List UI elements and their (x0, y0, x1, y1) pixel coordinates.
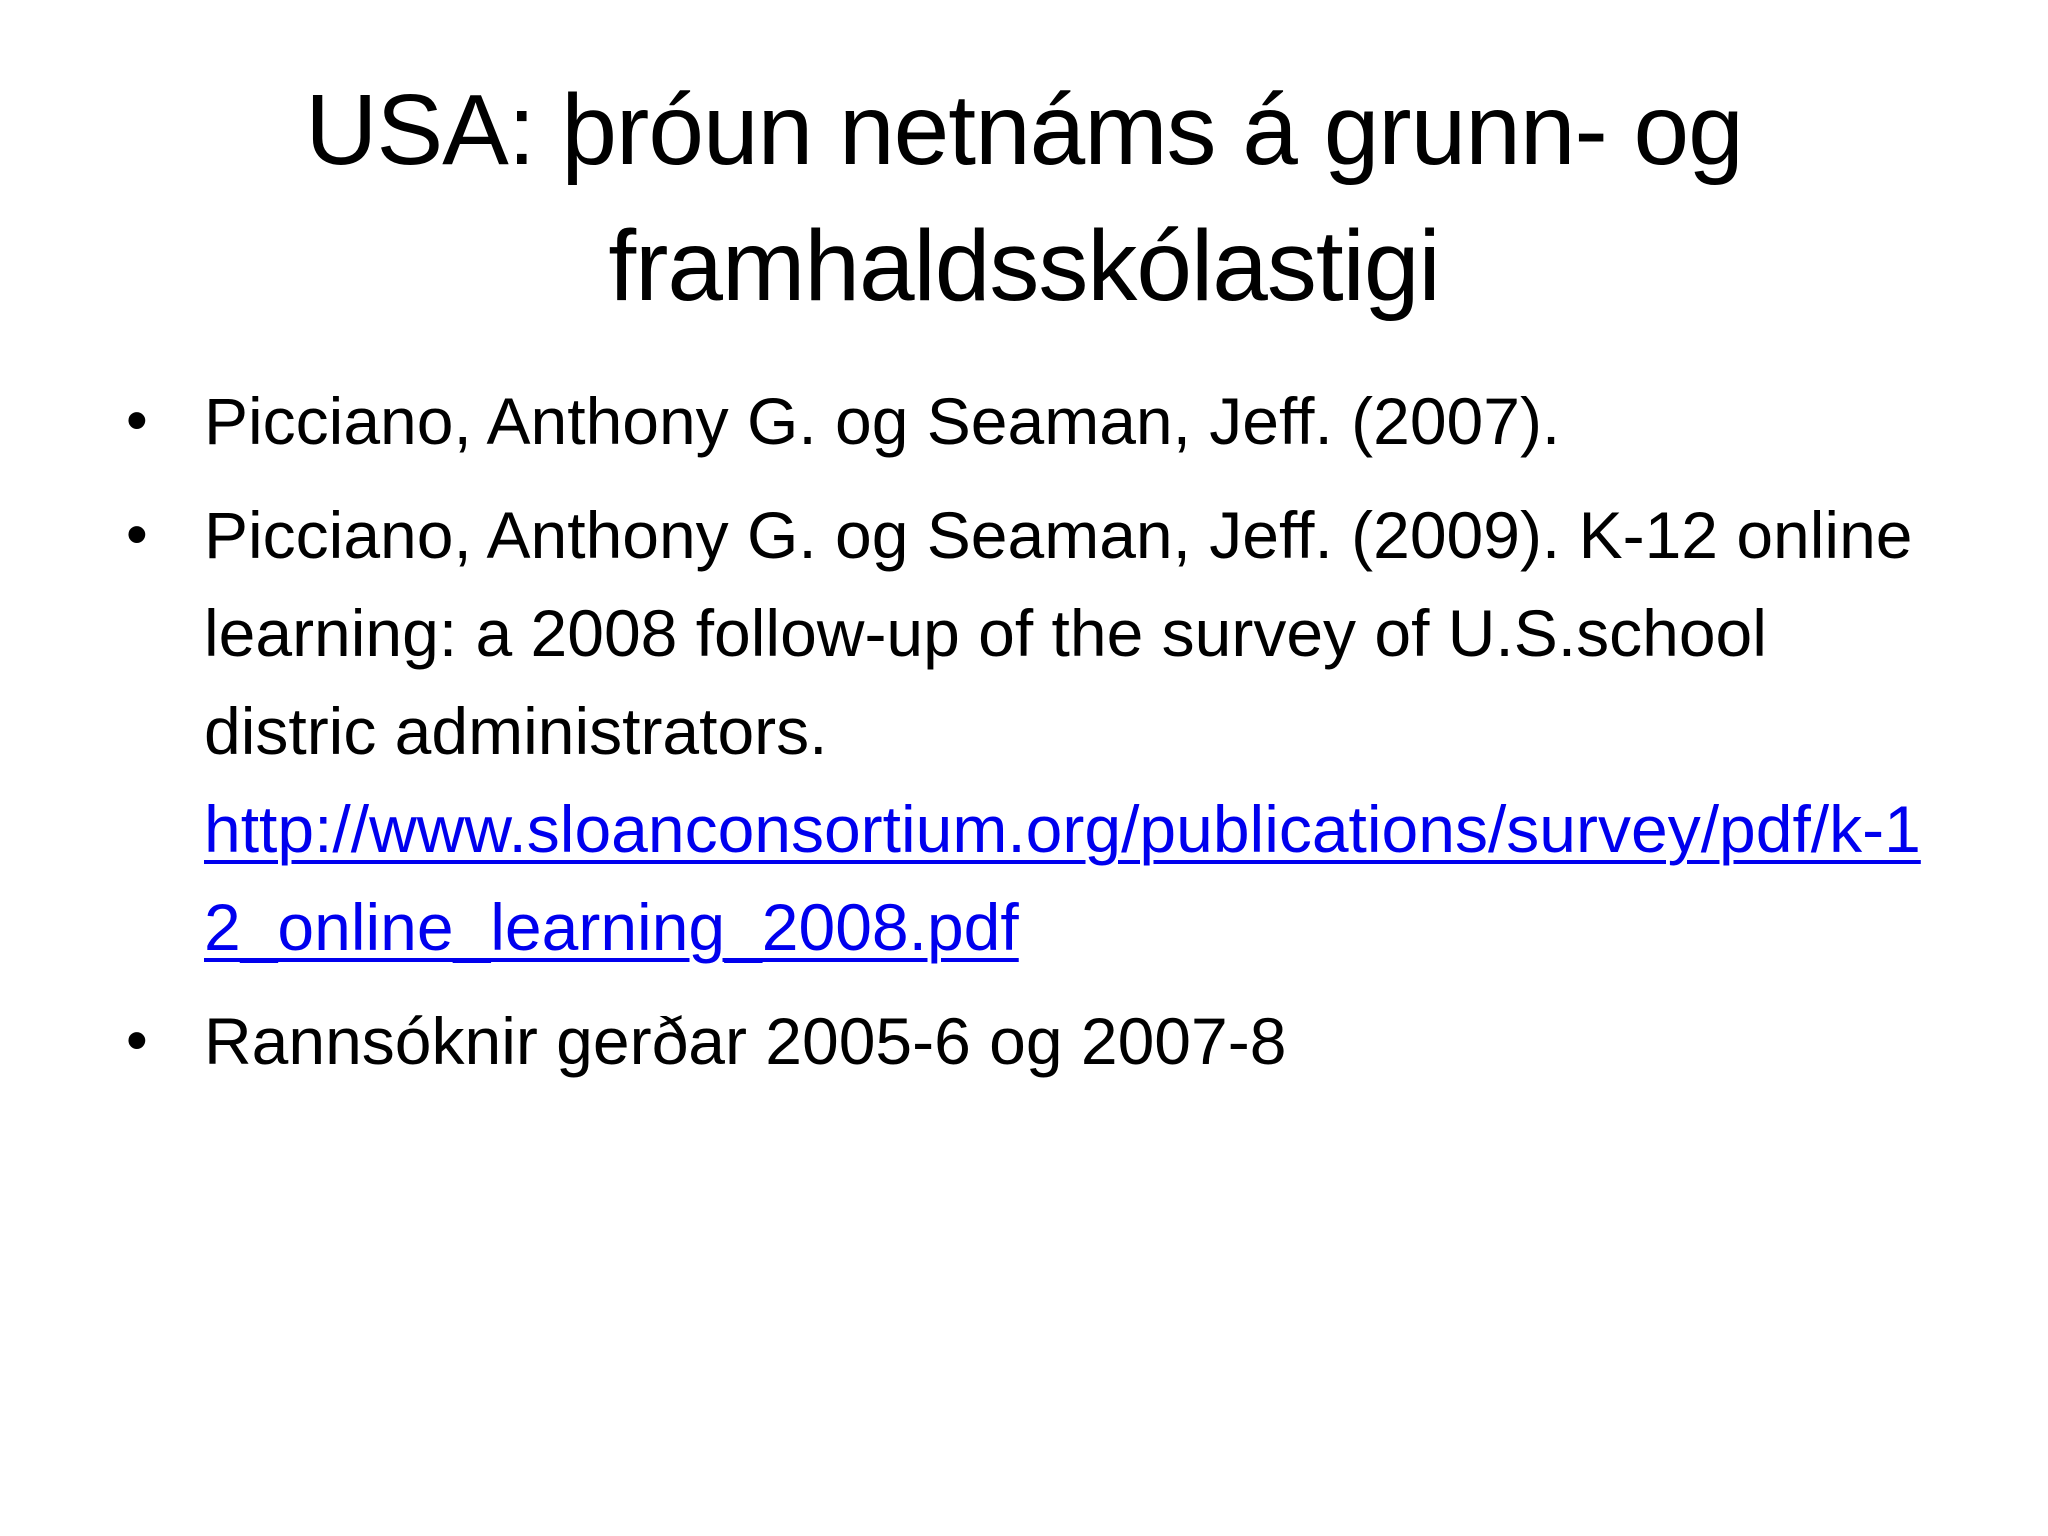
bullet-list (116, 372, 1936, 1106)
bullet-icon: • (126, 386, 148, 455)
bullet-text: Picciano, Anthony G. og Seaman, Jeff. (2009). K-12 online learning: a 2008 follow-up of the survey of U.S.school distric administrators. (204, 498, 1913, 768)
slide-title-line-1: USA: þróun netnáms á grunn- og (305, 74, 1743, 186)
bullet-icon: • (126, 500, 148, 569)
bullet-item-2 (116, 486, 1936, 976)
slide-title-line-2: framhaldsskólastigi (608, 210, 1440, 322)
bullet-text: Rannsóknir gerðar 2005-6 og 2007-8 (204, 1004, 1287, 1078)
bullet-text: Picciano, Anthony G. og Seaman, Jeff. (2007). (204, 384, 1561, 458)
bullet-item-3 (116, 992, 1936, 1090)
bullet-icon: • (126, 1006, 148, 1075)
survey-pdf-link[interactable]: http://www.sloanconsortium.org/publications/survey/pdf/k-12_online_learning_2008.pdf (204, 792, 1921, 964)
bullet-item-1 (116, 372, 1936, 470)
slide-title (140, 62, 1908, 334)
